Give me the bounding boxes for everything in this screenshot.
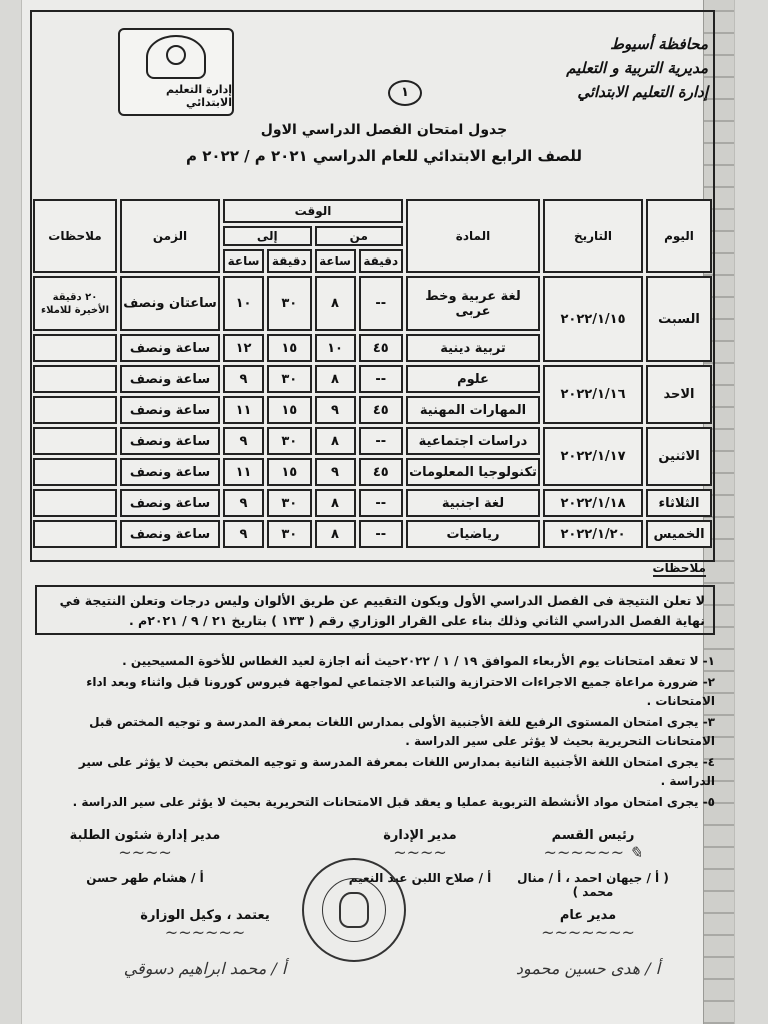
to-minute-cell: ٣٠ bbox=[267, 427, 311, 455]
to-minute-cell: ٣٠ bbox=[267, 365, 311, 393]
from-hour-cell: ٨ bbox=[315, 276, 356, 331]
header-day: اليوم bbox=[646, 199, 712, 273]
header-to-minute: دقيقة bbox=[267, 249, 311, 273]
table-row bbox=[33, 427, 712, 455]
header-notes: ملاحظات bbox=[33, 199, 117, 273]
page-title: جدول امتحان الفصل الدراسي الاول bbox=[260, 122, 508, 138]
to-hour-cell: ٩ bbox=[223, 520, 264, 548]
eagle-icon bbox=[339, 892, 369, 928]
to-hour-cell: ٩ bbox=[223, 489, 264, 517]
header-from-minute: دقيقة bbox=[359, 249, 403, 273]
date-cell: ٢٠٢٢/١/١٨ bbox=[543, 489, 643, 517]
duration-cell: ساعة ونصف bbox=[120, 458, 220, 486]
signature-affairs bbox=[60, 828, 230, 885]
duration-cell: ساعة ونصف bbox=[120, 427, 220, 455]
duration-cell: ساعة ونصف bbox=[120, 489, 220, 517]
note-cell bbox=[33, 334, 117, 362]
page-subtitle: للصف الرابع الابتدائي للعام الدراسي ٢٠٢١ م / ٢٠٢٢ م bbox=[186, 147, 582, 165]
signature-deputy bbox=[110, 908, 300, 978]
to-hour-cell: ١٢ bbox=[223, 334, 264, 362]
header-time: الوقت bbox=[223, 199, 403, 223]
to-hour-cell: ١١ bbox=[223, 396, 264, 424]
from-minute-cell: ٤٥ bbox=[359, 334, 403, 362]
table-row bbox=[33, 489, 712, 517]
from-minute-cell: ٤٥ bbox=[359, 458, 403, 486]
page-number: ١ bbox=[388, 80, 422, 106]
note-cell: ٢٠ دقيقة الأخيرة للاملاء bbox=[33, 276, 117, 331]
from-minute-cell: -- bbox=[359, 489, 403, 517]
list-item: ٥- يجرى امتحان مواد الأنشطة التربوية عمليا و يعقد قبل الامتحانات التحريرية بحيث لا يؤثر على سير الدراسة . bbox=[72, 795, 715, 809]
list-item: ٣- يجرى امتحان المستوى الرفيع للغة الأجنبية الأولى بمدارس اللغات بمعرفة المدرسة و توجيه المختص قبل الامتحانات التحريرية بحيث لا يؤثر على سير الدراسة . bbox=[89, 715, 715, 748]
signature-name: ( أ / جيهان احمد ، أ / منال محمد ) bbox=[517, 871, 669, 899]
from-hour-cell: ٨ bbox=[315, 427, 356, 455]
department-logo bbox=[118, 28, 234, 116]
header-to: إلى bbox=[223, 226, 312, 246]
handwritten-signature: ~~~~ bbox=[118, 843, 172, 862]
note-cell bbox=[33, 520, 117, 548]
subject-cell: رياضيات bbox=[406, 520, 540, 548]
day-cell: الاحد bbox=[646, 365, 712, 424]
stamp-ring bbox=[322, 878, 386, 942]
signature-title: مدير الإدارة bbox=[383, 828, 457, 843]
from-hour-cell: ٨ bbox=[315, 489, 356, 517]
day-cell: الخميس bbox=[646, 520, 712, 548]
handwritten-signature: ~~~~~~~ bbox=[541, 923, 635, 942]
to-hour-cell: ٩ bbox=[223, 427, 264, 455]
day-cell: الاثنين bbox=[646, 427, 712, 486]
header-to-hour: ساعة bbox=[223, 249, 264, 273]
header-from-hour: ساعة bbox=[315, 249, 356, 273]
date-cell: ٢٠٢٢/١/١٥ bbox=[543, 276, 643, 362]
signature-title: مدير عام bbox=[559, 908, 617, 923]
subject-cell: علوم bbox=[406, 365, 540, 393]
list-item: ١- لا تعقد امتحانات يوم الأربعاء الموافق ١٩ / ١ / ٢٠٢٢حيث أنه اجازة لعيد الغطاس للأخوة المسيحيين . bbox=[122, 654, 715, 668]
date-cell: ٢٠٢٢/١/٢٠ bbox=[543, 520, 643, 548]
subject-cell: تكنولوجيا المعلومات bbox=[406, 458, 540, 486]
to-minute-cell: ١٥ bbox=[267, 458, 311, 486]
subject-cell: تربية دينية bbox=[406, 334, 540, 362]
signature-title: مدير إدارة شئون الطلبة bbox=[69, 828, 221, 843]
to-minute-cell: ٣٠ bbox=[267, 276, 311, 331]
directorate: مديرية التربية و التعليم bbox=[566, 59, 708, 77]
signature-title: رئيس القسم bbox=[551, 828, 635, 843]
result-notice: لا تعلن النتيجة فى الفصل الدراسي الأول ويكون التقييم عن طريق الألوان وليس درجات وتعلن النتيجة في نهاية الفصل الدراسي الثاني وذلك بناء على القرار الوزاري رقم ( ١٣٣ ) بتاريخ ٢١ / ٩ / ٢٠٢١م . bbox=[35, 585, 715, 635]
signature-title: يعتمد ، وكيل الوزارة bbox=[140, 908, 270, 923]
day-cell: الثلاثاء bbox=[646, 489, 712, 517]
note-cell bbox=[33, 427, 117, 455]
from-hour-cell: ١٠ bbox=[315, 334, 356, 362]
to-minute-cell: ٣٠ bbox=[267, 489, 311, 517]
header-authority bbox=[566, 32, 708, 104]
official-stamp bbox=[302, 858, 406, 962]
handwritten-signature: ~~~~ bbox=[393, 843, 447, 862]
list-item: ٢- ضرورة مراعاة جميع الاجراءات الاحترازية والتباعد الاجتماعي لمواجهة فيروس كورونا قبل واثناء وبعد اداء الامتحانات . bbox=[86, 675, 715, 708]
header-duration: الزمن bbox=[120, 199, 220, 273]
handwritten-signature: ~~~~~~ bbox=[164, 923, 246, 942]
subject-cell: لغة اجنبية bbox=[406, 489, 540, 517]
from-hour-cell: ٩ bbox=[315, 458, 356, 486]
note-cell bbox=[33, 365, 117, 393]
header-subject: المادة bbox=[406, 199, 540, 273]
from-hour-cell: ٩ bbox=[315, 396, 356, 424]
exam-schedule-table bbox=[30, 196, 715, 551]
list-item: ٤- يجرى امتحان اللغة الأجنبية الثانية بمدارس اللغات بمعرفة المدرسة و توجيه المختص بحيث لا يؤثر على سير الدراسة . bbox=[78, 755, 715, 788]
table-row bbox=[33, 276, 712, 331]
table-row bbox=[33, 365, 712, 393]
subject-cell: لغة عربية وخط عربى bbox=[406, 276, 540, 331]
duration-cell: ساعة ونصف bbox=[120, 365, 220, 393]
duration-cell: ساعة ونصف bbox=[120, 334, 220, 362]
from-minute-cell: -- bbox=[359, 520, 403, 548]
header-date: التاريخ bbox=[543, 199, 643, 273]
to-minute-cell: ٣٠ bbox=[267, 520, 311, 548]
duration-cell: ساعة ونصف bbox=[120, 520, 220, 548]
logo-emblem-icon bbox=[146, 35, 206, 79]
from-minute-cell: -- bbox=[359, 365, 403, 393]
date-cell: ٢٠٢٢/١/١٧ bbox=[543, 427, 643, 486]
signature-name: أ / محمد ابراهيم دسوقي bbox=[123, 959, 287, 978]
date-cell: ٢٠٢٢/١/١٦ bbox=[543, 365, 643, 424]
duration-cell: ساعة ونصف bbox=[120, 396, 220, 424]
from-minute-cell: -- bbox=[359, 427, 403, 455]
note-cell bbox=[33, 458, 117, 486]
to-minute-cell: ١٥ bbox=[267, 396, 311, 424]
signature-name: أ / هدى حسين محمود bbox=[515, 959, 661, 978]
governorate: محافظة أسيوط bbox=[610, 35, 708, 53]
from-hour-cell: ٨ bbox=[315, 365, 356, 393]
to-hour-cell: ١١ bbox=[223, 458, 264, 486]
notes-list bbox=[40, 652, 715, 814]
note-cell bbox=[33, 489, 117, 517]
to-minute-cell: ١٥ bbox=[267, 334, 311, 362]
subject-cell: دراسات اجتماعية bbox=[406, 427, 540, 455]
signature-head bbox=[508, 828, 678, 899]
notes-heading: ملاحظات bbox=[652, 561, 706, 575]
signature-name: أ / صلاح اللبن عبد النعيم bbox=[348, 871, 492, 885]
day-cell: السبت bbox=[646, 276, 712, 362]
subject-cell: المهارات المهنية bbox=[406, 396, 540, 424]
handwritten-signature: ✎ ~~~~~~ bbox=[543, 843, 643, 862]
duration-cell: ساعتان ونصف bbox=[120, 276, 220, 331]
from-hour-cell: ٨ bbox=[315, 520, 356, 548]
logo-caption: إدارة التعليم الابتدائي bbox=[165, 83, 232, 109]
header-from: من bbox=[315, 226, 403, 246]
department: إدارة التعليم الابتدائي bbox=[577, 83, 708, 101]
to-hour-cell: ١٠ bbox=[223, 276, 264, 331]
table-row bbox=[33, 520, 712, 548]
note-cell bbox=[33, 396, 117, 424]
signature-name: أ / هشام طهر حسن bbox=[86, 871, 204, 885]
to-hour-cell: ٩ bbox=[223, 365, 264, 393]
signature-general-manager bbox=[488, 908, 688, 978]
from-minute-cell: ٤٥ bbox=[359, 396, 403, 424]
from-minute-cell: -- bbox=[359, 276, 403, 331]
